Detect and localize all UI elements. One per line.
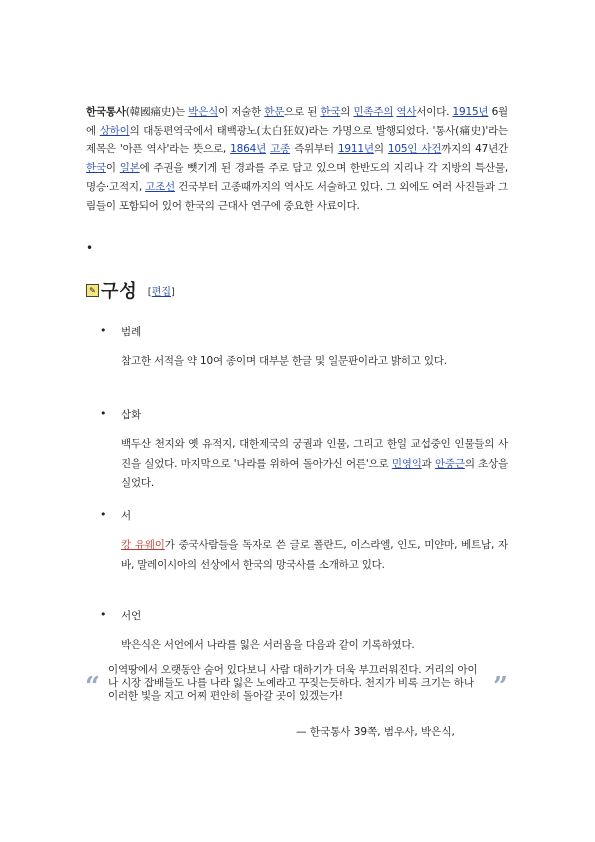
pencil-icon: ✎: [86, 284, 99, 297]
intro-paragraph: [86, 103, 508, 215]
intro-text: 으로 된: [284, 106, 321, 118]
item-description: [121, 435, 508, 494]
blockquote-text: 이역땅에서 오랫동안 숨어 있다보니 사람 대하기가 더욱 부끄러워진다. 거리의 아이나 시장 잡배들도 나를 나라 잃은 노예라고 꾸짖는듯하다. 천지가 비록 크기는 하나 이러한 빛을 지고 어찌 편안히 돌아갈 곳이 있겠는가!: [108, 664, 478, 702]
section-heading: [86, 279, 508, 301]
item-text: 과: [421, 457, 435, 470]
intro-text: 까지의 47년간: [441, 143, 508, 156]
link-1911[interactable]: 1911년: [337, 143, 374, 156]
intro-text: 즉위부터: [290, 143, 338, 156]
section-title: 구성: [101, 281, 138, 302]
intro-text: 이: [105, 162, 120, 175]
bracket-open: [: [147, 286, 152, 298]
link-shanghai[interactable]: 상하이: [99, 124, 130, 137]
link-1864[interactable]: 1864년: [230, 143, 267, 156]
edit-link[interactable]: 편집: [151, 286, 172, 298]
intro-text: 의: [373, 143, 388, 156]
link-korea[interactable]: 한국: [320, 106, 341, 118]
item-label: 삽화: [121, 409, 142, 421]
bracket-close: ]: [171, 286, 175, 298]
book-title: 한국통사: [86, 106, 126, 118]
link-hanmun[interactable]: 한문: [264, 106, 285, 118]
quote-source: — 한국통사 39쪽, 범우사, 박은식,: [296, 726, 455, 738]
link-min-youngik[interactable]: 민영익: [391, 457, 422, 470]
link-105-incident[interactable]: 105인 사건: [387, 143, 442, 156]
bullet: •: [100, 407, 107, 420]
intro-text: 의: [340, 106, 354, 118]
item-description: [121, 536, 508, 575]
intro-text: 건국부터 고종때까지의 역사도 서술하고 있다. 그 외에도 여러 사진들과 그림들이 포함되어 있어 한국의 근대사 연구에 중요한 사료이다.: [86, 180, 508, 212]
item-text: 의 초상을 실었다.: [121, 457, 508, 489]
link-history[interactable]: 역사: [396, 106, 417, 118]
close-quote-icon: ”: [493, 672, 508, 702]
bullet: •: [100, 508, 107, 521]
open-quote-icon: “: [85, 672, 100, 702]
link-1915[interactable]: 1915년: [452, 106, 489, 118]
link-gojoseon[interactable]: 고조선: [145, 180, 175, 193]
bullet: •: [100, 324, 107, 337]
item-description: 참고한 서적을 약 10여 종이며 대부분 한글 및 일문판이라고 밝히고 있다.: [121, 355, 447, 367]
link-an-junggeun[interactable]: 안중근: [434, 457, 465, 470]
link-japan[interactable]: 일본: [119, 162, 140, 175]
link-park-eunsik[interactable]: 박은식: [188, 106, 219, 118]
intro-text: 의 대동편역국에서 태백광노(太白狂奴)라는 가명으로 발행되었다. '통사(痛史)'라는 제목은 '아픈 역사'라는 뜻으로,: [86, 124, 508, 156]
bullet: •: [100, 608, 107, 621]
item-label: 서: [121, 510, 132, 522]
intro-text: 6월에: [86, 106, 508, 137]
item-text: 백두산 천지와 옛 유적지, 대한제국의 궁궐과 인물, 그리고 한일 교섭중인 인물들의 사진을 실었다. 마지막으로 '나라를 위하여 돌아가신 어른'으로: [121, 438, 508, 470]
item-label: 범례: [121, 326, 142, 338]
link-kang-youwei[interactable]: 캉 유웨이: [121, 539, 165, 551]
link-gojong[interactable]: 고종: [270, 143, 291, 156]
intro-text: 이 저술한: [218, 106, 265, 118]
item-label: 서언: [121, 610, 142, 622]
edit-section: [148, 283, 175, 298]
item-text: 가 중국사람들을 독자로 쓴 글로 폴란드, 이스라엘, 인도, 미얀마, 베트남, 자바, 말레이시아의 선상에서 한국의 망국사를 소개하고 있다.: [121, 539, 508, 571]
intro-text: (韓國痛史)는: [125, 106, 189, 118]
link-nationalism[interactable]: 민족주의: [353, 106, 394, 118]
empty-bullet: •: [86, 241, 94, 255]
intro-text: 서이다.: [416, 106, 453, 118]
intro-text: 에 주권을 뺏기게 된 경과를 주로 담고 있으며 한반도의 지리나 각 지방의 특산물, 명승·고적지,: [86, 162, 508, 193]
link-korea-2[interactable]: 한국: [86, 162, 106, 175]
item-description: 박은식은 서언에서 나라를 잃은 서러움을 다음과 같이 기록하였다.: [121, 639, 415, 651]
